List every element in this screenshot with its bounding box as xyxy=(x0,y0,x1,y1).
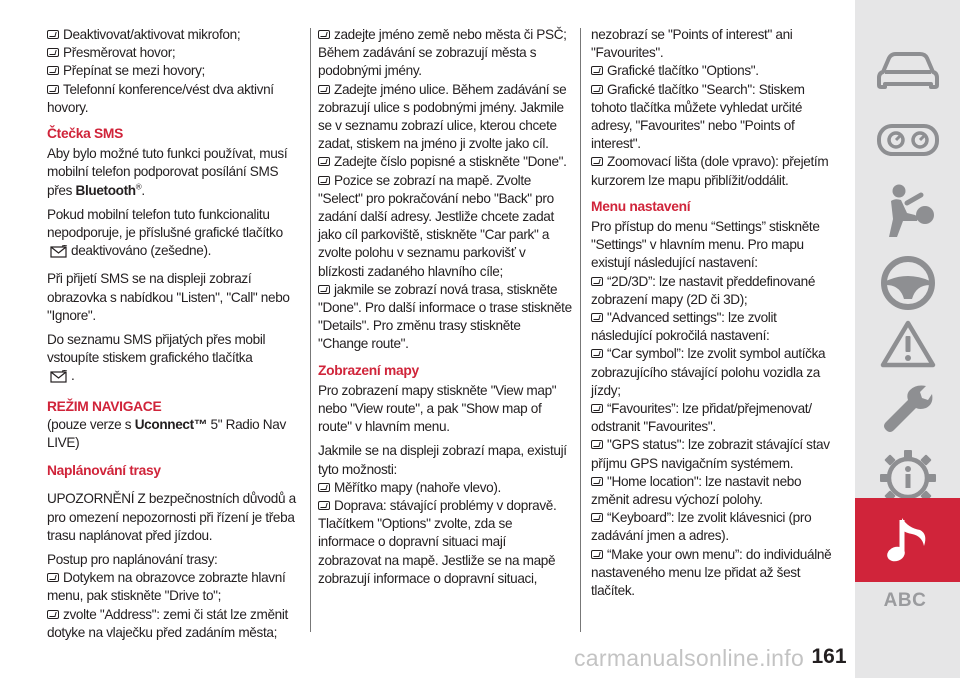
bullet-icon xyxy=(591,85,603,94)
list-item: “2D/3D”: lze nastavit předdefinované zobrazení mapy (2D či 3D); xyxy=(591,273,816,307)
bullet-icon xyxy=(318,85,330,94)
bullet-icon xyxy=(591,277,603,286)
paragraph: Postup pro naplánování trasy: xyxy=(47,552,218,568)
list-item: "Home location": lze nastavit nebo změnit adresu výchozí polohy. xyxy=(591,473,802,508)
paragraph: nezobrazí se "Points of interest" ani "Favourites". xyxy=(591,27,793,61)
abc-index-label[interactable]: ABC xyxy=(883,590,927,611)
list-item: Zadejte jméno ulice. Během zadávání se zobrazují ulice s podobnými jmény. Jakmile se v seznamu zobrazí ulice, kterou chcete zadat, stiskem na jméno ji zvolte jako cíl. xyxy=(318,81,567,152)
seatbelt-airbag-icon[interactable] xyxy=(855,178,960,244)
wrench-icon[interactable] xyxy=(855,376,960,442)
list-item: “Car symbol”: lze zvolit symbol autíčka zobrazujícího stávající polohu vozidla za jízdy; xyxy=(591,346,826,398)
list-item: Zoomovací lišta (dole vpravo): přejetím kurzorem lze mapu přiblížit/oddálit. xyxy=(591,154,829,188)
bullet-icon xyxy=(318,501,330,510)
bullet-icon xyxy=(47,66,59,75)
section-heading-map-view: Zobrazení mapy xyxy=(318,362,419,378)
bullet-icon xyxy=(318,30,330,39)
paragraph: Jakmile se na displeji zobrazí mapa, existují tyto možnosti: xyxy=(318,443,567,477)
list-item: jakmile se zobrazí nová trasa, stiskněte "Done". Pro další informace o trase stiskněte "Details". Pro změnu trasy stiskněte "Change route". xyxy=(318,281,572,352)
bullet-icon xyxy=(318,157,330,166)
bullet-icon xyxy=(591,440,603,449)
bullet-icon xyxy=(591,550,603,559)
warning-triangle-icon[interactable] xyxy=(855,314,960,374)
paragraph: Při přijetí SMS se na displeji zobrazí obrazovka s nabídkou "Listen", "Call" nebo "Ignore". xyxy=(47,271,290,323)
chapter-sidebar xyxy=(855,0,960,678)
bullet-icon xyxy=(47,48,59,57)
text-column-2 xyxy=(318,26,572,588)
list-item: Zadejte číslo popisné a stiskněte "Done". xyxy=(318,153,572,171)
list-item: Doprava: stávající problémy v dopravě. Tlačítkem "Options" zvolte, zda se informace o dopravní situaci mají zobrazovat na mapě. Jestliže se na mapě zobrazují informace o dopravní situaci, xyxy=(318,498,557,586)
column-divider xyxy=(580,28,581,632)
bullet-icon xyxy=(591,66,603,75)
bullet-icon xyxy=(318,285,330,294)
watermark: carmanualsonline.info xyxy=(574,645,805,671)
list-item: Měřítko mapy (nahoře vlevo). xyxy=(318,479,572,497)
column-divider xyxy=(310,28,311,632)
bullet-icon xyxy=(47,30,59,39)
car-icon[interactable] xyxy=(855,40,960,100)
envelope-icon xyxy=(50,245,68,264)
page-number: 161 xyxy=(811,645,847,668)
bullet-icon xyxy=(591,313,603,322)
text-column-3 xyxy=(591,26,841,600)
bullet-icon xyxy=(318,483,330,492)
list-item: “Keyboard”: lze zvolit klávesnici (pro zadávání jmen a adres). xyxy=(591,510,812,544)
section-heading-settings-menu: Menu nastavení xyxy=(591,198,691,214)
text-column-1 xyxy=(47,26,305,642)
bullet-icon xyxy=(47,610,59,619)
list-item: Přepínat se mezi hovory; xyxy=(47,62,305,80)
music-note-icon[interactable] xyxy=(855,498,960,582)
paragraph: Pro zobrazení mapy stiskněte "View map" nebo "View route", a pak "Show map of route" v hlavním menu. xyxy=(318,382,557,435)
paragraph: Do seznamu SMS přijatých přes mobil vstoupíte stiskem grafického tlačítka . xyxy=(47,331,305,390)
list-item: "Advanced settings": lze zvolit následující pokročilá nastavení: xyxy=(591,310,777,344)
list-item: "GPS status": lze zobrazit stávající stav příjmu GPS navigačním systémem. xyxy=(591,437,830,471)
bullet-icon xyxy=(591,349,603,358)
list-item: Přesměrovat hovor; xyxy=(47,44,305,62)
list-item: Grafické tlačítko "Search": Stiskem tohoto tlačítka můžete vyhledat určité adresy, "Favourites" nebo "Points of interest". xyxy=(591,81,805,152)
section-heading-route-planning: Naplánování trasy xyxy=(47,463,161,479)
list-item: zvolte "Address": zemi či stát lze změnit dotyke na vlaječku před zadáním města; xyxy=(47,606,288,640)
list-item: Grafické tlačítko "Options". xyxy=(591,62,841,80)
paragraph: Aby bylo možné tuto funkci používat, musí mobilní telefon podporovat posílání SMS přes Bluetooth®. xyxy=(47,146,288,198)
bullet-icon xyxy=(591,513,603,522)
list-item: zadejte jméno země nebo města či PSČ; Během zadávání se zobrazují města s podobnými jmény. xyxy=(318,27,567,79)
list-item: Dotykem na obrazovce zobrazte hlavní menu, pak stiskněte "Drive to"; xyxy=(47,570,286,604)
bullet-icon xyxy=(47,573,59,582)
list-item: Telefonní konference/vést dva aktivní hovory. xyxy=(47,81,274,115)
paragraph: Pokud mobilní telefon tuto funkcionalitu nepodporuje, je příslušné grafické tlačítkodeaktivováno (zešedne). xyxy=(47,206,305,265)
paragraph: (pouze verze s Uconnect™ 5" Radio Nav LIVE) xyxy=(47,416,286,451)
list-item: Deaktivovat/aktivovat mikrofon; xyxy=(47,26,305,44)
bullet-icon xyxy=(591,404,603,413)
steering-wheel-icon[interactable] xyxy=(855,250,960,316)
bullet-icon xyxy=(591,477,603,486)
bullet-icon xyxy=(318,176,330,185)
dashboard-gauges-icon[interactable] xyxy=(855,110,960,170)
paragraph: UPOZORNĚNÍ Z bezpečnostních důvodů a pro omezení nepozornosti při řízení je třeba trasu naplánovat před jízdou. xyxy=(47,491,296,543)
paragraph: Pro přístup do menu “Settings” stiskněte "Settings" v hlavním menu. Pro mapu existují následující nastavení: xyxy=(591,219,820,271)
envelope-icon xyxy=(50,370,68,389)
bullet-icon xyxy=(47,85,59,94)
list-item: “Make your own menu”: do individuálně nastaveného menu lze přidat až šest tlačítek. xyxy=(591,546,832,599)
section-heading-navigation: REŽIM NAVIGACE xyxy=(47,398,162,414)
list-item: “Favourites”: lze přidat/přejmenovat/ odstranit "Favourites". xyxy=(591,401,812,435)
list-item: Pozice se zobrazí na mapě. Zvolte "Select" pro pokračování nebo "Back" pro zadání další adresy. Jestliže chcete zadat jako cíl parkoviště, stiskněte "Car park" a zvolte polohu v seznamu parkovišť v blízkosti zadaného hlavního cíle; xyxy=(318,172,554,279)
bullet-icon xyxy=(591,157,603,166)
section-heading-sms: Čtečka SMS xyxy=(47,126,123,142)
